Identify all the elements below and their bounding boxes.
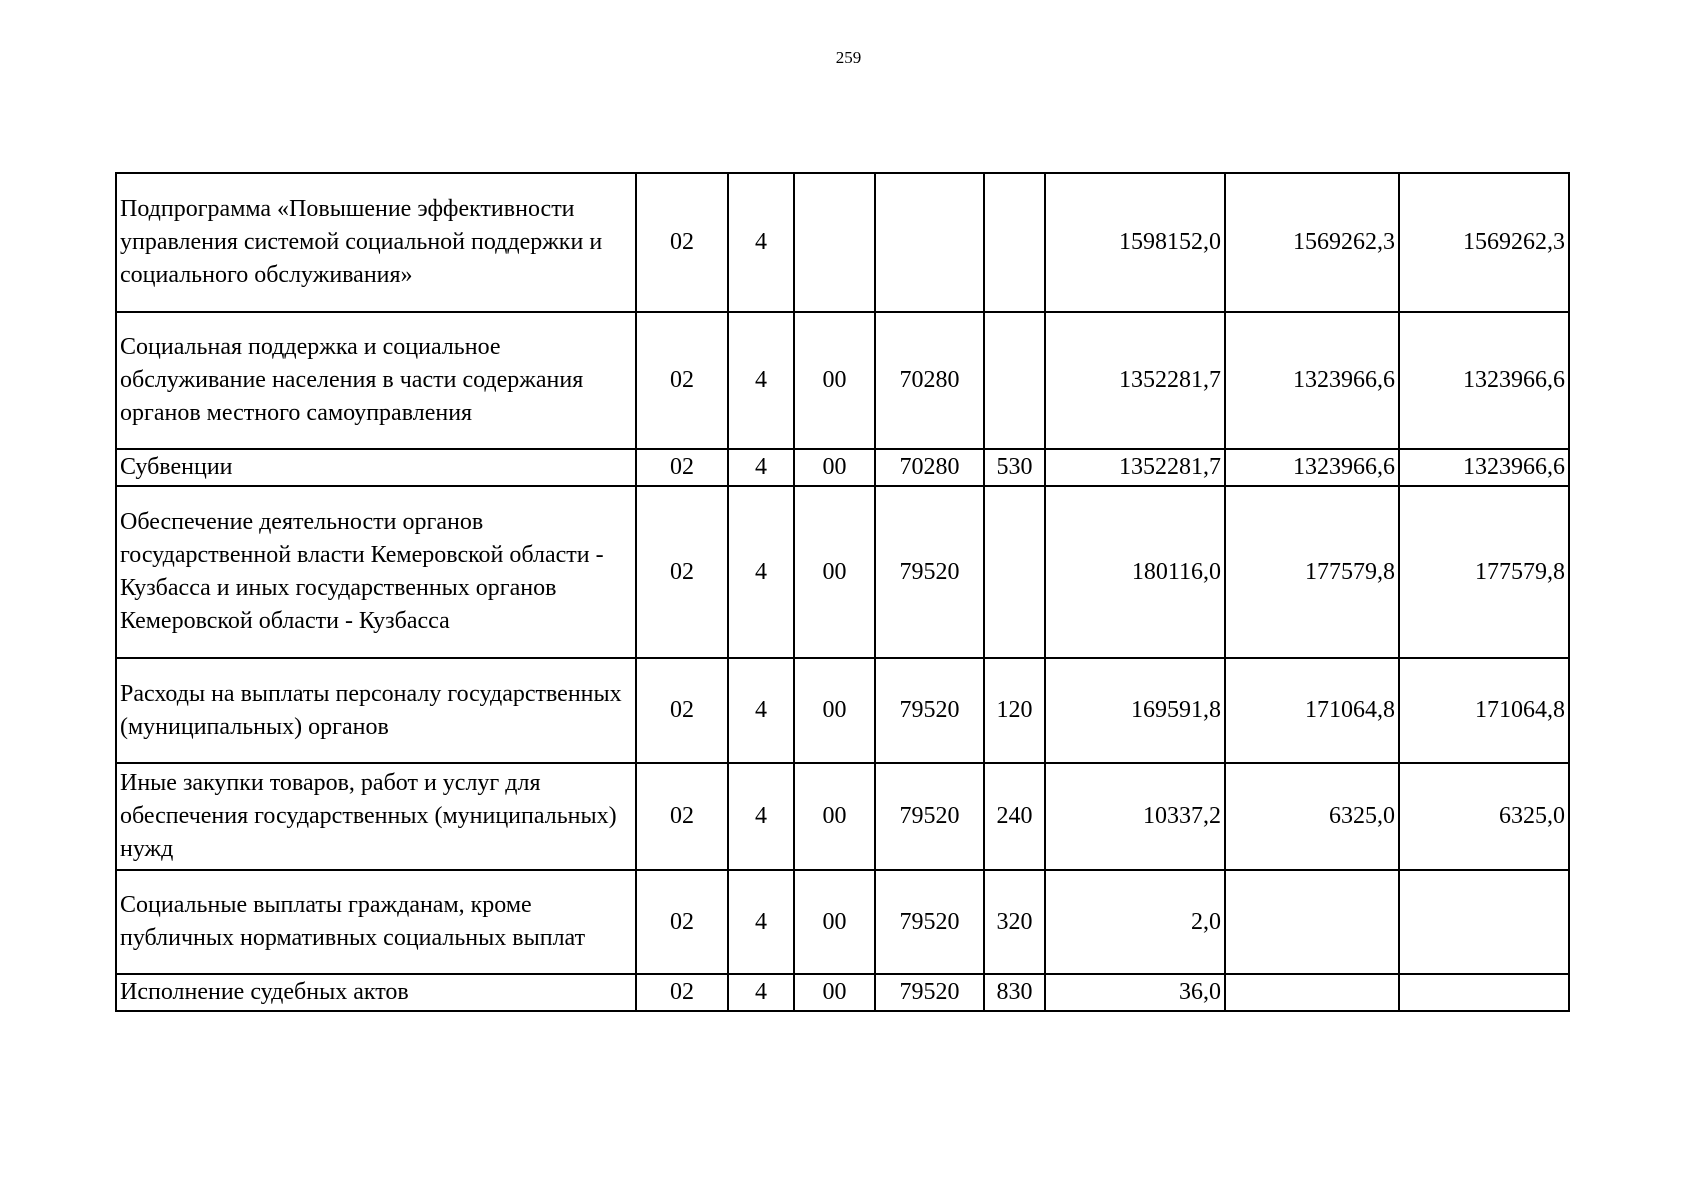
subprogram-code-cell [794, 173, 875, 312]
amount-cell-3: 1323966,6 [1399, 449, 1569, 486]
row-name-cell: Субвенции [116, 449, 636, 486]
table-row [116, 449, 1569, 486]
direction-code-cell [875, 173, 984, 312]
program-code-cell: 4 [728, 974, 794, 1011]
amount-cell-1: 169591,8 [1045, 658, 1225, 763]
page-number: 259 [835, 48, 862, 67]
amount-cell-2: 6325,0 [1225, 763, 1399, 870]
table-row [116, 870, 1569, 974]
expense-type-cell: 830 [984, 974, 1045, 1011]
amount-cell-2 [1225, 870, 1399, 974]
program-code-cell: 4 [728, 870, 794, 974]
program-code-cell: 4 [728, 763, 794, 870]
section-code-cell: 02 [636, 763, 728, 870]
expense-type-cell: 320 [984, 870, 1045, 974]
amount-cell-3: 177579,8 [1399, 486, 1569, 658]
direction-code-cell: 79520 [875, 658, 984, 763]
subprogram-code-cell: 00 [794, 449, 875, 486]
amount-cell-3: 1569262,3 [1399, 173, 1569, 312]
program-code-cell: 4 [728, 658, 794, 763]
table-row [116, 974, 1569, 1011]
direction-code-cell: 79520 [875, 486, 984, 658]
subprogram-code-cell: 00 [794, 870, 875, 974]
amount-cell-3: 1323966,6 [1399, 312, 1569, 449]
row-name-cell: Социальная поддержка и социальное обслуживание населения в части содержания органов местного самоуправления [116, 312, 636, 449]
section-code-cell: 02 [636, 312, 728, 449]
amount-cell-2: 177579,8 [1225, 486, 1399, 658]
row-name-cell: Социальные выплаты гражданам, кроме публичных нормативных социальных выплат [116, 870, 636, 974]
direction-code-cell: 70280 [875, 312, 984, 449]
subprogram-code-cell: 00 [794, 974, 875, 1011]
table-row [116, 658, 1569, 763]
amount-cell-2 [1225, 974, 1399, 1011]
amount-cell-1: 180116,0 [1045, 486, 1225, 658]
direction-code-cell: 79520 [875, 763, 984, 870]
table-row [116, 763, 1569, 870]
subprogram-code-cell: 00 [794, 658, 875, 763]
expense-type-cell [984, 312, 1045, 449]
amount-cell-1: 1598152,0 [1045, 173, 1225, 312]
table-row [116, 173, 1569, 312]
expense-type-cell [984, 486, 1045, 658]
amount-cell-1: 10337,2 [1045, 763, 1225, 870]
subprogram-code-cell: 00 [794, 312, 875, 449]
row-name-cell: Исполнение судебных актов [116, 974, 636, 1011]
row-name-cell: Расходы на выплаты персоналу государственных (муниципальных) органов [116, 658, 636, 763]
subprogram-code-cell: 00 [794, 763, 875, 870]
amount-cell-2: 171064,8 [1225, 658, 1399, 763]
amount-cell-1: 2,0 [1045, 870, 1225, 974]
section-code-cell: 02 [636, 974, 728, 1011]
amount-cell-2: 1323966,6 [1225, 449, 1399, 486]
expense-type-cell: 240 [984, 763, 1045, 870]
direction-code-cell: 79520 [875, 870, 984, 974]
amount-cell-2: 1569262,3 [1225, 173, 1399, 312]
direction-code-cell: 79520 [875, 974, 984, 1011]
section-code-cell: 02 [636, 486, 728, 658]
expense-type-cell [984, 173, 1045, 312]
amount-cell-3 [1399, 870, 1569, 974]
row-name-cell: Обеспечение деятельности органов государственной власти Кемеровской области - Кузбасса и иных государственных органов Кемеровской области - Кузбасса [116, 486, 636, 658]
budget-table [115, 172, 1570, 1012]
amount-cell-1: 1352281,7 [1045, 449, 1225, 486]
row-name-cell: Подпрограмма «Повышение эффективности управления системой социальной поддержки и социального обслуживания» [116, 173, 636, 312]
table-row [116, 486, 1569, 658]
program-code-cell: 4 [728, 449, 794, 486]
table-row [116, 312, 1569, 449]
subprogram-code-cell: 00 [794, 486, 875, 658]
amount-cell-3: 171064,8 [1399, 658, 1569, 763]
expense-type-cell: 530 [984, 449, 1045, 486]
amount-cell-2: 1323966,6 [1225, 312, 1399, 449]
section-code-cell: 02 [636, 173, 728, 312]
expense-type-cell: 120 [984, 658, 1045, 763]
amount-cell-1: 1352281,7 [1045, 312, 1225, 449]
amount-cell-3: 6325,0 [1399, 763, 1569, 870]
amount-cell-3 [1399, 974, 1569, 1011]
amount-cell-1: 36,0 [1045, 974, 1225, 1011]
section-code-cell: 02 [636, 870, 728, 974]
program-code-cell: 4 [728, 312, 794, 449]
program-code-cell: 4 [728, 486, 794, 658]
program-code-cell: 4 [728, 173, 794, 312]
section-code-cell: 02 [636, 658, 728, 763]
direction-code-cell: 70280 [875, 449, 984, 486]
row-name-cell: Иные закупки товаров, работ и услуг для обеспечения государственных (муниципальных) нужд [116, 763, 636, 870]
section-code-cell: 02 [636, 449, 728, 486]
